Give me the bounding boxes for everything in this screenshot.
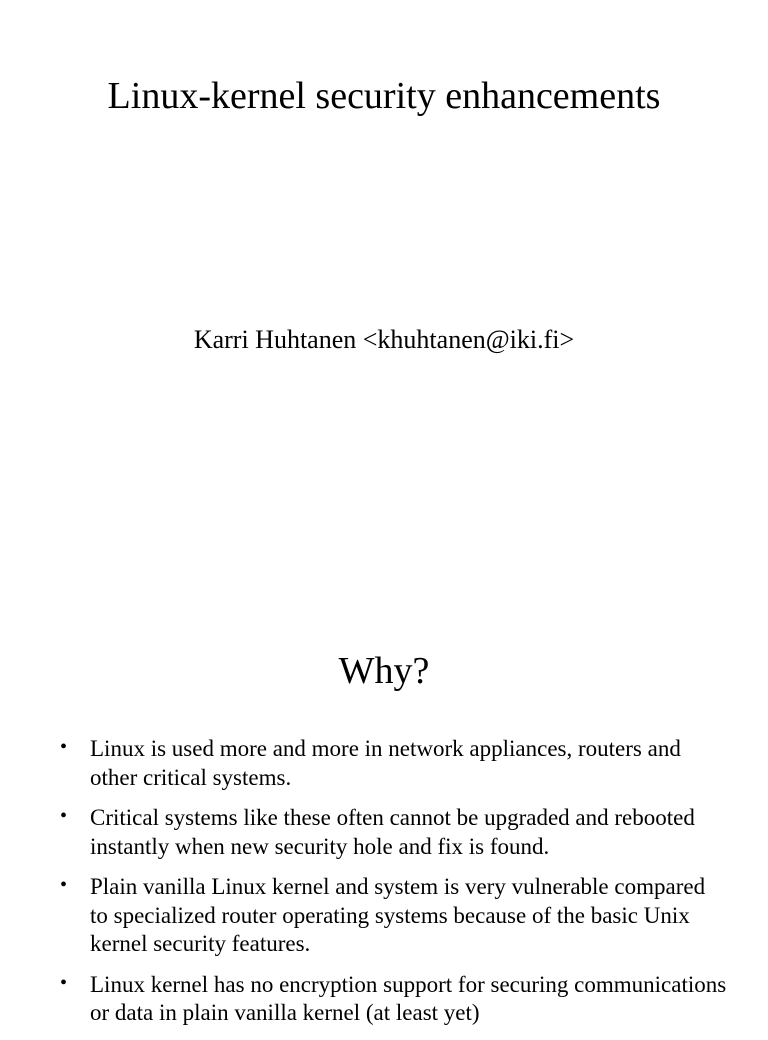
bullet-item — [56, 735, 728, 792]
bullet-dot-icon: • — [60, 736, 68, 758]
why-slide — [0, 600, 768, 1024]
bullet-text: Plain vanilla Linux kernel and system is very vulnerable compared to specialized router operating systems because of the basic Unix kernel security features. — [90, 874, 706, 956]
bullet-text: Linux is used more and more in network appliances, routers and other critical systems. — [90, 736, 681, 790]
bullet-text: Critical systems like these often cannot be upgraded and rebooted instantly when new security hole and fix is found. — [90, 805, 695, 859]
bullet-item — [56, 804, 728, 861]
bullet-dot-icon: • — [60, 874, 68, 896]
bullet-dot-icon: • — [60, 805, 68, 827]
slide-title: Linux-kernel security enhancements — [107, 75, 661, 117]
bullet-item — [56, 873, 728, 959]
bullet-dot-icon: • — [60, 971, 68, 994]
author-line: Karri Huhtanen <khuhtanen@iki.fi> — [193, 325, 575, 354]
bullet-list — [56, 735, 728, 1040]
slide-heading: Why? — [338, 650, 430, 692]
bullet-item — [56, 971, 728, 1028]
bullet-text: Linux kernel has no encryption support for securing communications or data in plain vanilla kernel (at least yet) — [90, 971, 727, 1025]
